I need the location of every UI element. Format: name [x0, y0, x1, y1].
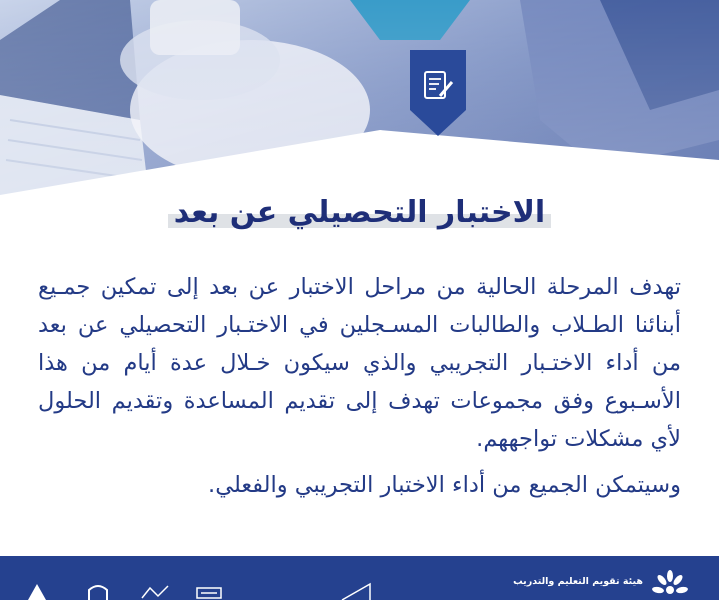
partner-logo-icon [26, 582, 48, 600]
footer-bar [0, 556, 719, 600]
page-title [168, 192, 551, 234]
leaf-cluster-logo-icon [649, 568, 691, 600]
document-badge [410, 50, 466, 136]
triangle-mark-icon [340, 582, 372, 600]
paragraph-closing: وسيتمكن الجميع من أداء الاختبار التجريبي والفعلي. [208, 472, 681, 498]
hero-banner [0, 0, 719, 205]
body-text [38, 268, 681, 504]
title-container [0, 192, 719, 234]
partner-logo-icon [195, 582, 223, 600]
partner-logo-icon [140, 582, 170, 600]
partner-logo-icon [85, 582, 111, 600]
hero-photo [0, 0, 719, 205]
title-text: الاختبار التحصيلي عن بعد [173, 195, 546, 230]
organization-name: هيئة تقويم التعليم والتدريب [513, 576, 643, 587]
paragraph-intro: تهدف المرحلة الحالية من مراحل الاختبار عن بعد إلى تمكين جمـيع أبنائنا الطـلاب والطالبات المسـجلين في الاختـبار التحصيلي عن بعد من أداء الاختـبار التجريبي والذي سيكون خـلال عدة أيام من هذا الأسـبوع وفق مجموعات تهدف إلى تقديم المساعدة وتقديم الحلول لأي مشكلات تواجههم. [38, 274, 681, 452]
